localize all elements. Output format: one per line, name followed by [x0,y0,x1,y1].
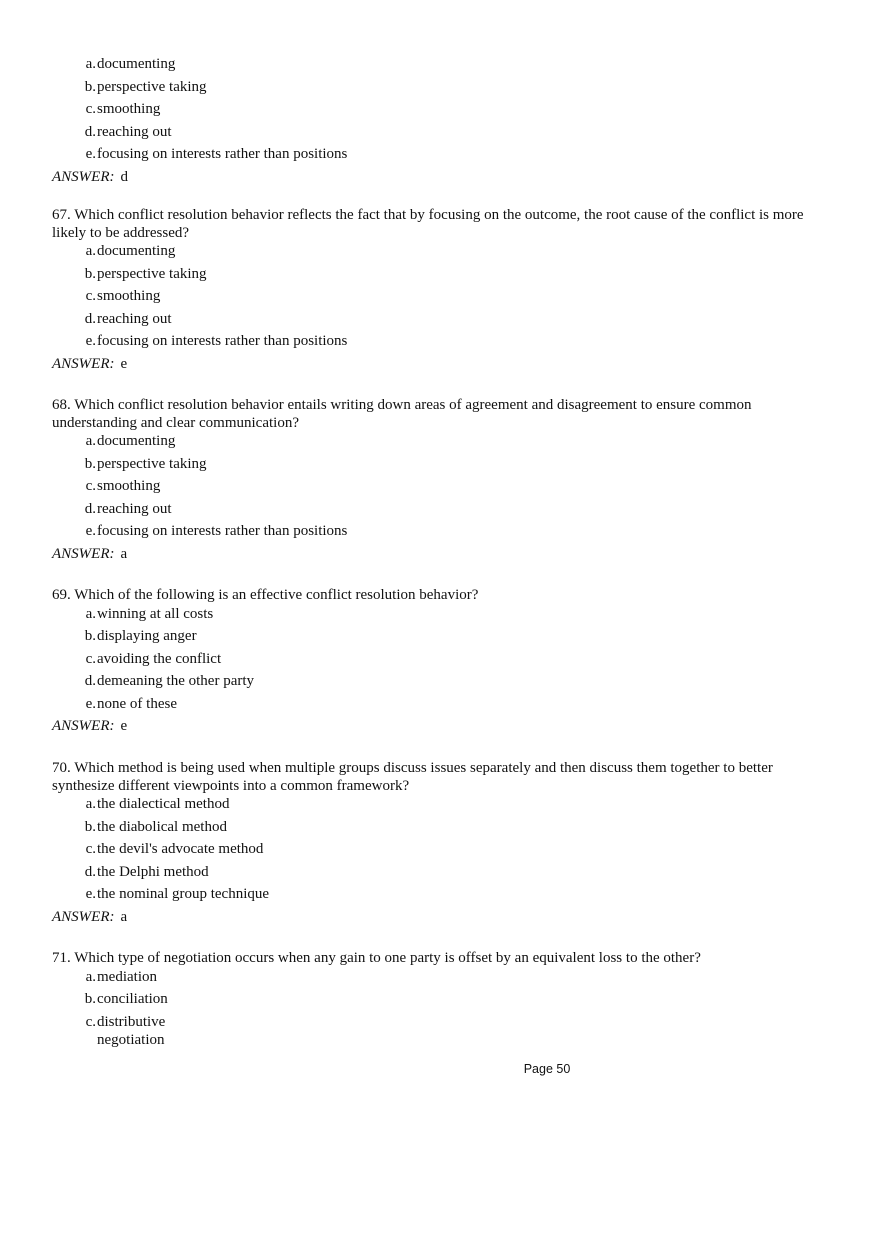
answer-label: ANSWER: [52,168,115,185]
option-letter: a. [85,796,96,812]
question-71 [52,950,822,1049]
option-letter: d. [84,123,96,140]
option-letter: d. [84,863,96,880]
option-text: perspective taking [97,455,207,472]
option-letter: b. [84,265,96,282]
option-letter: d. [84,310,96,327]
option-e [52,145,822,168]
option-text: distributive negotiation [97,1013,166,1048]
option-list [52,432,822,545]
option-a [52,968,822,990]
option-letter: e. [85,695,96,712]
option-letter: a. [85,605,96,622]
answer-label: ANSWER: [52,355,115,372]
option-b [52,627,822,650]
answer-line [52,545,822,563]
option-letter: e. [85,333,96,350]
option-text: mediation [97,968,157,985]
option-text: demeaning the other party [97,673,255,690]
option-text: focusing on interests rather than positions [97,523,348,540]
answer-value: e [120,355,128,372]
option-text: documenting [97,243,176,259]
option-b [52,455,822,478]
option-text: the devil's advocate method [97,841,264,858]
option-letter: e. [85,146,96,163]
page-number: Page 50 [523,1062,571,1076]
answer-line [52,168,822,186]
option-d [52,123,822,146]
option-d [52,310,822,333]
option-c [52,650,822,673]
option-b [52,78,822,101]
option-text: the nominal group technique [97,886,270,903]
option-a [52,242,822,265]
option-a [52,605,822,628]
option-e [52,695,822,718]
option-list [52,55,822,168]
option-letter: a. [85,243,96,259]
option-a [52,55,822,78]
option-letter: c. [85,841,96,858]
option-list [52,242,822,355]
answer-value: d [120,168,128,185]
option-letter: e. [85,886,96,903]
option-text: smoothing [97,288,161,305]
option-c [52,477,822,500]
option-text: perspective taking [97,78,207,95]
option-letter: c. [85,288,96,305]
option-c [52,840,822,863]
option-letter: d. [84,673,96,690]
option-text: winning at all costs [97,605,214,622]
option-text: focusing on interests rather than positions [97,333,348,350]
option-text: documenting [97,433,176,449]
option-a [52,432,822,455]
option-text: reaching out [97,310,172,327]
option-letter: c. [85,478,96,495]
option-text: displaying anger [97,628,197,645]
option-list [52,795,822,908]
option-d [52,863,822,886]
option-c [52,1013,822,1049]
answer-label: ANSWER: [52,545,115,562]
option-text: the diabolical method [97,818,227,835]
question-stem: 71. Which type of negotiation occurs when any gain to one party is offset by an equivalent loss to the other? [52,950,701,966]
option-letter: c. [85,101,96,118]
option-b [52,818,822,841]
option-letter: d. [84,500,96,517]
answer-line [52,717,822,735]
option-letter: c. [85,1013,96,1030]
option-text: documenting [97,56,176,72]
option-b [52,265,822,288]
option-list [52,605,822,718]
option-letter: a. [85,968,96,985]
option-c [52,287,822,310]
option-letter: b. [84,990,96,1007]
question-70 [52,760,822,926]
question-stem: 68. Which conflict resolution behavior entails writing down areas of agreement and disagreement to ensure common understanding and clear communication? [52,397,752,431]
question-66-continued [52,55,822,186]
answer-value: e [120,718,128,735]
question-stem: 67. Which conflict resolution behavior reflects the fact that by focusing on the outcome, the root cause of the conflict is more likely to be addressed? [52,207,804,241]
option-e [52,885,822,908]
option-text: avoiding the conflict [97,650,222,667]
answer-value: a [120,545,128,562]
answer-line [52,355,822,373]
option-text: the dialectical method [97,796,230,812]
answer-label: ANSWER: [52,908,115,925]
answer-line [52,908,822,926]
question-69 [52,587,822,735]
option-text: reaching out [97,123,172,140]
option-d [52,500,822,523]
option-text: reaching out [97,500,172,517]
option-c [52,100,822,123]
question-67 [52,207,822,373]
answer-value: a [120,908,128,925]
option-d [52,672,822,695]
option-letter: e. [85,523,96,540]
option-letter: a. [85,56,96,72]
option-text: conciliation [97,990,168,1007]
option-letter: b. [84,78,96,95]
option-letter: b. [84,818,96,835]
option-e [52,332,822,355]
option-text: smoothing [97,101,161,118]
option-text: smoothing [97,478,161,495]
question-stem: 70. Which method is being used when multiple groups discuss issues separately and then discuss them together to better synthesize different viewpoints into a common framework? [52,760,773,794]
option-letter: b. [84,455,96,472]
option-e [52,522,822,545]
option-a [52,795,822,818]
question-stem: 69. Which of the following is an effective conflict resolution behavior? [52,587,479,603]
question-68 [52,397,822,563]
option-list [52,968,822,1049]
option-b [52,990,822,1013]
option-text: focusing on interests rather than positions [97,146,348,163]
option-text: none of these [97,695,177,712]
option-letter: c. [85,650,96,667]
option-letter: a. [85,433,96,449]
answer-label: ANSWER: [52,718,115,735]
option-text: perspective taking [97,265,207,282]
option-text: the Delphi method [97,863,209,880]
option-letter: b. [84,628,96,645]
